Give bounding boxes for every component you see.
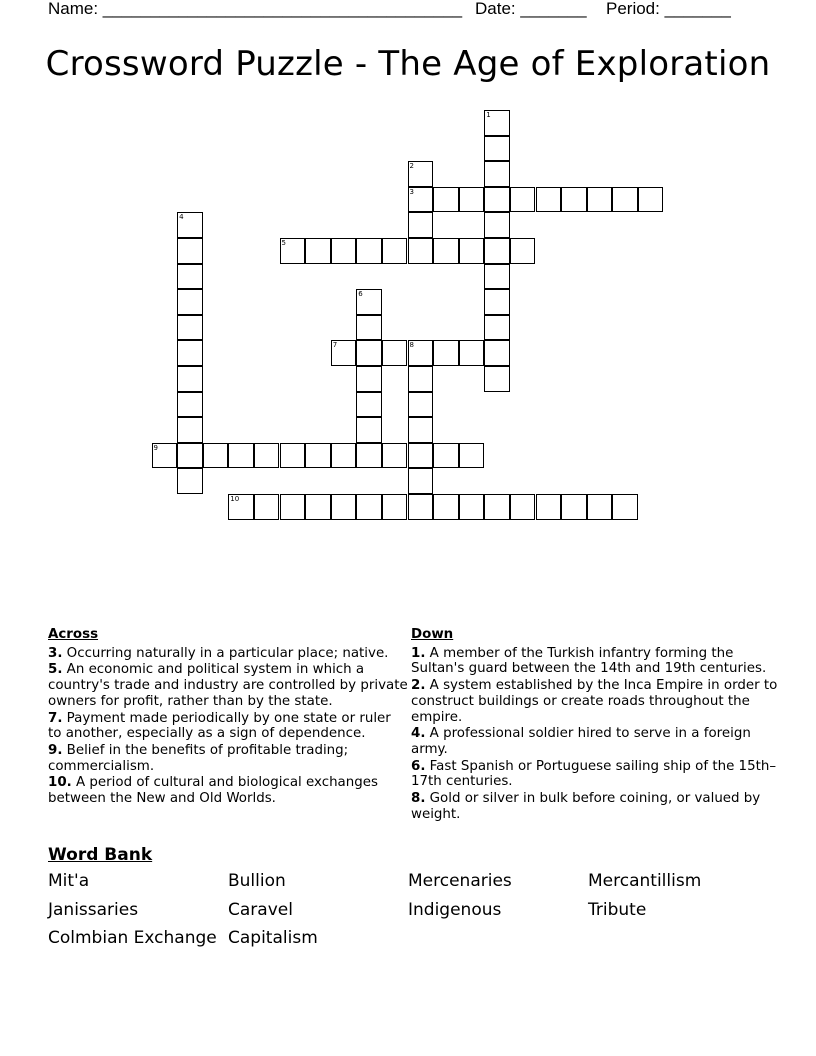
clue-number-label: 7. (48, 710, 63, 726)
crossword-cell[interactable] (433, 187, 459, 213)
down-clue (411, 678, 781, 725)
crossword-cell[interactable] (382, 238, 408, 264)
across-clue (48, 662, 408, 709)
clue-number-label: 4. (411, 726, 426, 742)
clue-number-label: 3. (48, 645, 63, 661)
crossword-cell[interactable] (433, 340, 459, 366)
crossword-cell[interactable] (484, 494, 510, 520)
crossword-cell[interactable] (305, 238, 331, 264)
crossword-cell[interactable] (356, 392, 382, 418)
crossword-cell[interactable] (203, 443, 229, 469)
crossword-cell[interactable] (228, 494, 254, 520)
clue-number: 2 (409, 162, 414, 171)
clue-text: A member of the Turkish infantry forming the Sultan's guard between the 14th and 19th centuries. (411, 645, 767, 677)
clue-number-label: 9. (48, 742, 63, 758)
across-clue (48, 775, 408, 806)
crossword-cell[interactable] (484, 161, 510, 187)
clue-number: 8 (409, 341, 414, 350)
crossword-cell[interactable] (152, 443, 178, 469)
crossword-cell[interactable] (280, 494, 306, 520)
clue-text: An economic and political system in which a country's trade and industry are controlled by private owners for profit, rather than by the state. (48, 662, 408, 709)
crossword-cell[interactable] (356, 315, 382, 341)
clue-text: Fast Spanish or Portuguese sailing ship of the 15th–17th centuries. (411, 758, 777, 790)
clue-number: 6 (358, 290, 363, 299)
crossword-cell[interactable] (356, 289, 382, 315)
crossword-cell[interactable] (382, 494, 408, 520)
word-bank-heading: Word Bank (48, 845, 153, 865)
clue-number-label: 2. (411, 678, 426, 694)
crossword-cell[interactable] (459, 187, 485, 213)
crossword-cell[interactable] (484, 315, 510, 341)
crossword-cell[interactable] (459, 494, 485, 520)
crossword-cell[interactable] (510, 494, 536, 520)
crossword-cell[interactable] (177, 392, 203, 418)
word-bank-item: Bullion (228, 871, 286, 891)
clue-number: 4 (179, 213, 184, 222)
crossword-cell[interactable] (459, 238, 485, 264)
across-heading: Across (48, 627, 99, 642)
crossword-cell[interactable] (408, 212, 434, 238)
crossword-cell[interactable] (484, 212, 510, 238)
period-field-label: Period: _______ (606, 0, 731, 18)
crossword-cell[interactable] (484, 340, 510, 366)
crossword-cell[interactable] (587, 494, 613, 520)
down-clue (411, 791, 781, 822)
clue-number-label: 5. (48, 662, 63, 678)
clue-number: 3 (409, 187, 414, 196)
clue-number-label: 1. (411, 645, 426, 661)
crossword-cell[interactable] (408, 468, 434, 494)
crossword-cell[interactable] (408, 443, 434, 469)
crossword-cell[interactable] (331, 443, 357, 469)
crossword-cell[interactable] (177, 212, 203, 238)
clue-number: 9 (153, 443, 158, 452)
crossword-cell[interactable] (177, 417, 203, 443)
clue-text: A system established by the Inca Empire in order to construct buildings or create roads throughout the empire. (411, 678, 778, 725)
clue-number: 7 (332, 341, 338, 350)
crossword-cell[interactable] (305, 494, 331, 520)
crossword-cell[interactable] (408, 417, 434, 443)
crossword-cell[interactable] (254, 443, 280, 469)
crossword-cell[interactable] (356, 238, 382, 264)
word-bank-item: Tribute (588, 900, 647, 920)
page-title: Crossword Puzzle - The Age of Exploration (45, 44, 771, 84)
crossword-cell[interactable] (177, 468, 203, 494)
crossword-cell[interactable] (408, 392, 434, 418)
crossword-cell[interactable] (484, 110, 510, 136)
crossword-cell[interactable] (228, 443, 254, 469)
crossword-cell[interactable] (484, 264, 510, 290)
crossword-cell[interactable] (536, 494, 562, 520)
crossword-cell[interactable] (331, 340, 357, 366)
across-clues (48, 627, 408, 808)
word-bank-item: Mercantillism (588, 871, 702, 891)
word-bank-item: Caravel (228, 900, 293, 920)
word-bank-item: Janissaries (48, 900, 139, 920)
crossword-cell[interactable] (408, 340, 434, 366)
crossword-cell[interactable] (484, 289, 510, 315)
word-bank-item: Capitalism (228, 928, 318, 948)
word-bank-item: Indigenous (408, 900, 502, 920)
date-field-label: Date: _______ (475, 0, 587, 18)
crossword-cell[interactable] (177, 340, 203, 366)
crossword-cell[interactable] (484, 136, 510, 162)
crossword-cell[interactable] (561, 187, 587, 213)
crossword-cell[interactable] (587, 187, 613, 213)
clue-number-label: 6. (411, 758, 426, 774)
crossword-cell[interactable] (177, 315, 203, 341)
crossword-cell[interactable] (305, 443, 331, 469)
clue-number: 1 (486, 111, 491, 119)
clue-text: Belief in the benefits of profitable trading; commercialism. (48, 742, 349, 774)
crossword-cell[interactable] (356, 340, 382, 366)
clue-number-label: 10. (48, 775, 72, 791)
word-bank (48, 845, 788, 948)
down-clues (411, 627, 781, 823)
across-clue (48, 743, 408, 774)
crossword-cell[interactable] (280, 443, 306, 469)
crossword-cell[interactable] (433, 238, 459, 264)
crossword-cell[interactable] (356, 443, 382, 469)
crossword-cell[interactable] (484, 187, 510, 213)
crossword-cell[interactable] (408, 187, 434, 213)
crossword-cell[interactable] (612, 494, 638, 520)
crossword-cell[interactable] (408, 366, 434, 392)
crossword-cell[interactable] (638, 187, 664, 213)
crossword-cell[interactable] (536, 187, 562, 213)
clue-text: Occurring naturally in a particular place; native. (62, 645, 389, 661)
clue-number: 10 (230, 495, 240, 503)
crossword-cell[interactable] (254, 494, 280, 520)
down-heading: Down (411, 627, 454, 642)
across-clue (48, 646, 408, 662)
crossword-cell[interactable] (408, 238, 434, 264)
crossword-cell[interactable] (331, 238, 357, 264)
crossword-cell[interactable] (177, 264, 203, 290)
crossword-cell[interactable] (510, 187, 536, 213)
word-bank-item: Mercenaries (408, 871, 512, 891)
across-clue (48, 711, 408, 742)
word-bank-item: Colmbian Exchange (48, 928, 217, 948)
crossword-cell[interactable] (331, 494, 357, 520)
clue-text: A professional soldier hired to serve in a foreign army. (411, 726, 751, 757)
down-clue (411, 646, 781, 677)
crossword-cell[interactable] (177, 366, 203, 392)
crossword-cell[interactable] (382, 340, 408, 366)
clue-number: 5 (281, 239, 286, 247)
crossword-cell[interactable] (433, 443, 459, 469)
crossword-cell[interactable] (280, 238, 306, 264)
word-bank-item: Mit'a (48, 871, 90, 891)
crossword-cell[interactable] (177, 289, 203, 315)
clue-number-label: 8. (411, 791, 426, 807)
crossword-cell[interactable] (433, 494, 459, 520)
name-field-label: Name: ______________________________________ (48, 0, 463, 18)
crossword-cell[interactable] (356, 494, 382, 520)
clue-text: Payment made periodically by one state or ruler to another, especially as a sign of dependence. (48, 710, 391, 742)
crossword-cell[interactable] (177, 443, 203, 469)
down-clue (411, 726, 781, 757)
crossword-cell[interactable] (459, 443, 485, 469)
crossword-cell[interactable] (459, 340, 485, 366)
crossword-cell[interactable] (382, 443, 408, 469)
crossword-cell[interactable] (356, 417, 382, 443)
clue-text: Gold or silver in bulk before coining, or valued by weight. (411, 791, 761, 822)
crossword-cell[interactable] (356, 366, 382, 392)
crossword-cell[interactable] (510, 238, 536, 264)
crossword-cell[interactable] (408, 161, 434, 187)
crossword-cell[interactable] (612, 187, 638, 213)
crossword-cell[interactable] (561, 494, 587, 520)
crossword-cell[interactable] (484, 238, 510, 264)
clue-text: A period of cultural and biological exchanges between the New and Old Worlds. (48, 775, 378, 807)
down-clue (411, 759, 781, 790)
crossword-cell[interactable] (408, 494, 434, 520)
crossword-cell[interactable] (177, 238, 203, 264)
crossword-cell[interactable] (484, 366, 510, 392)
